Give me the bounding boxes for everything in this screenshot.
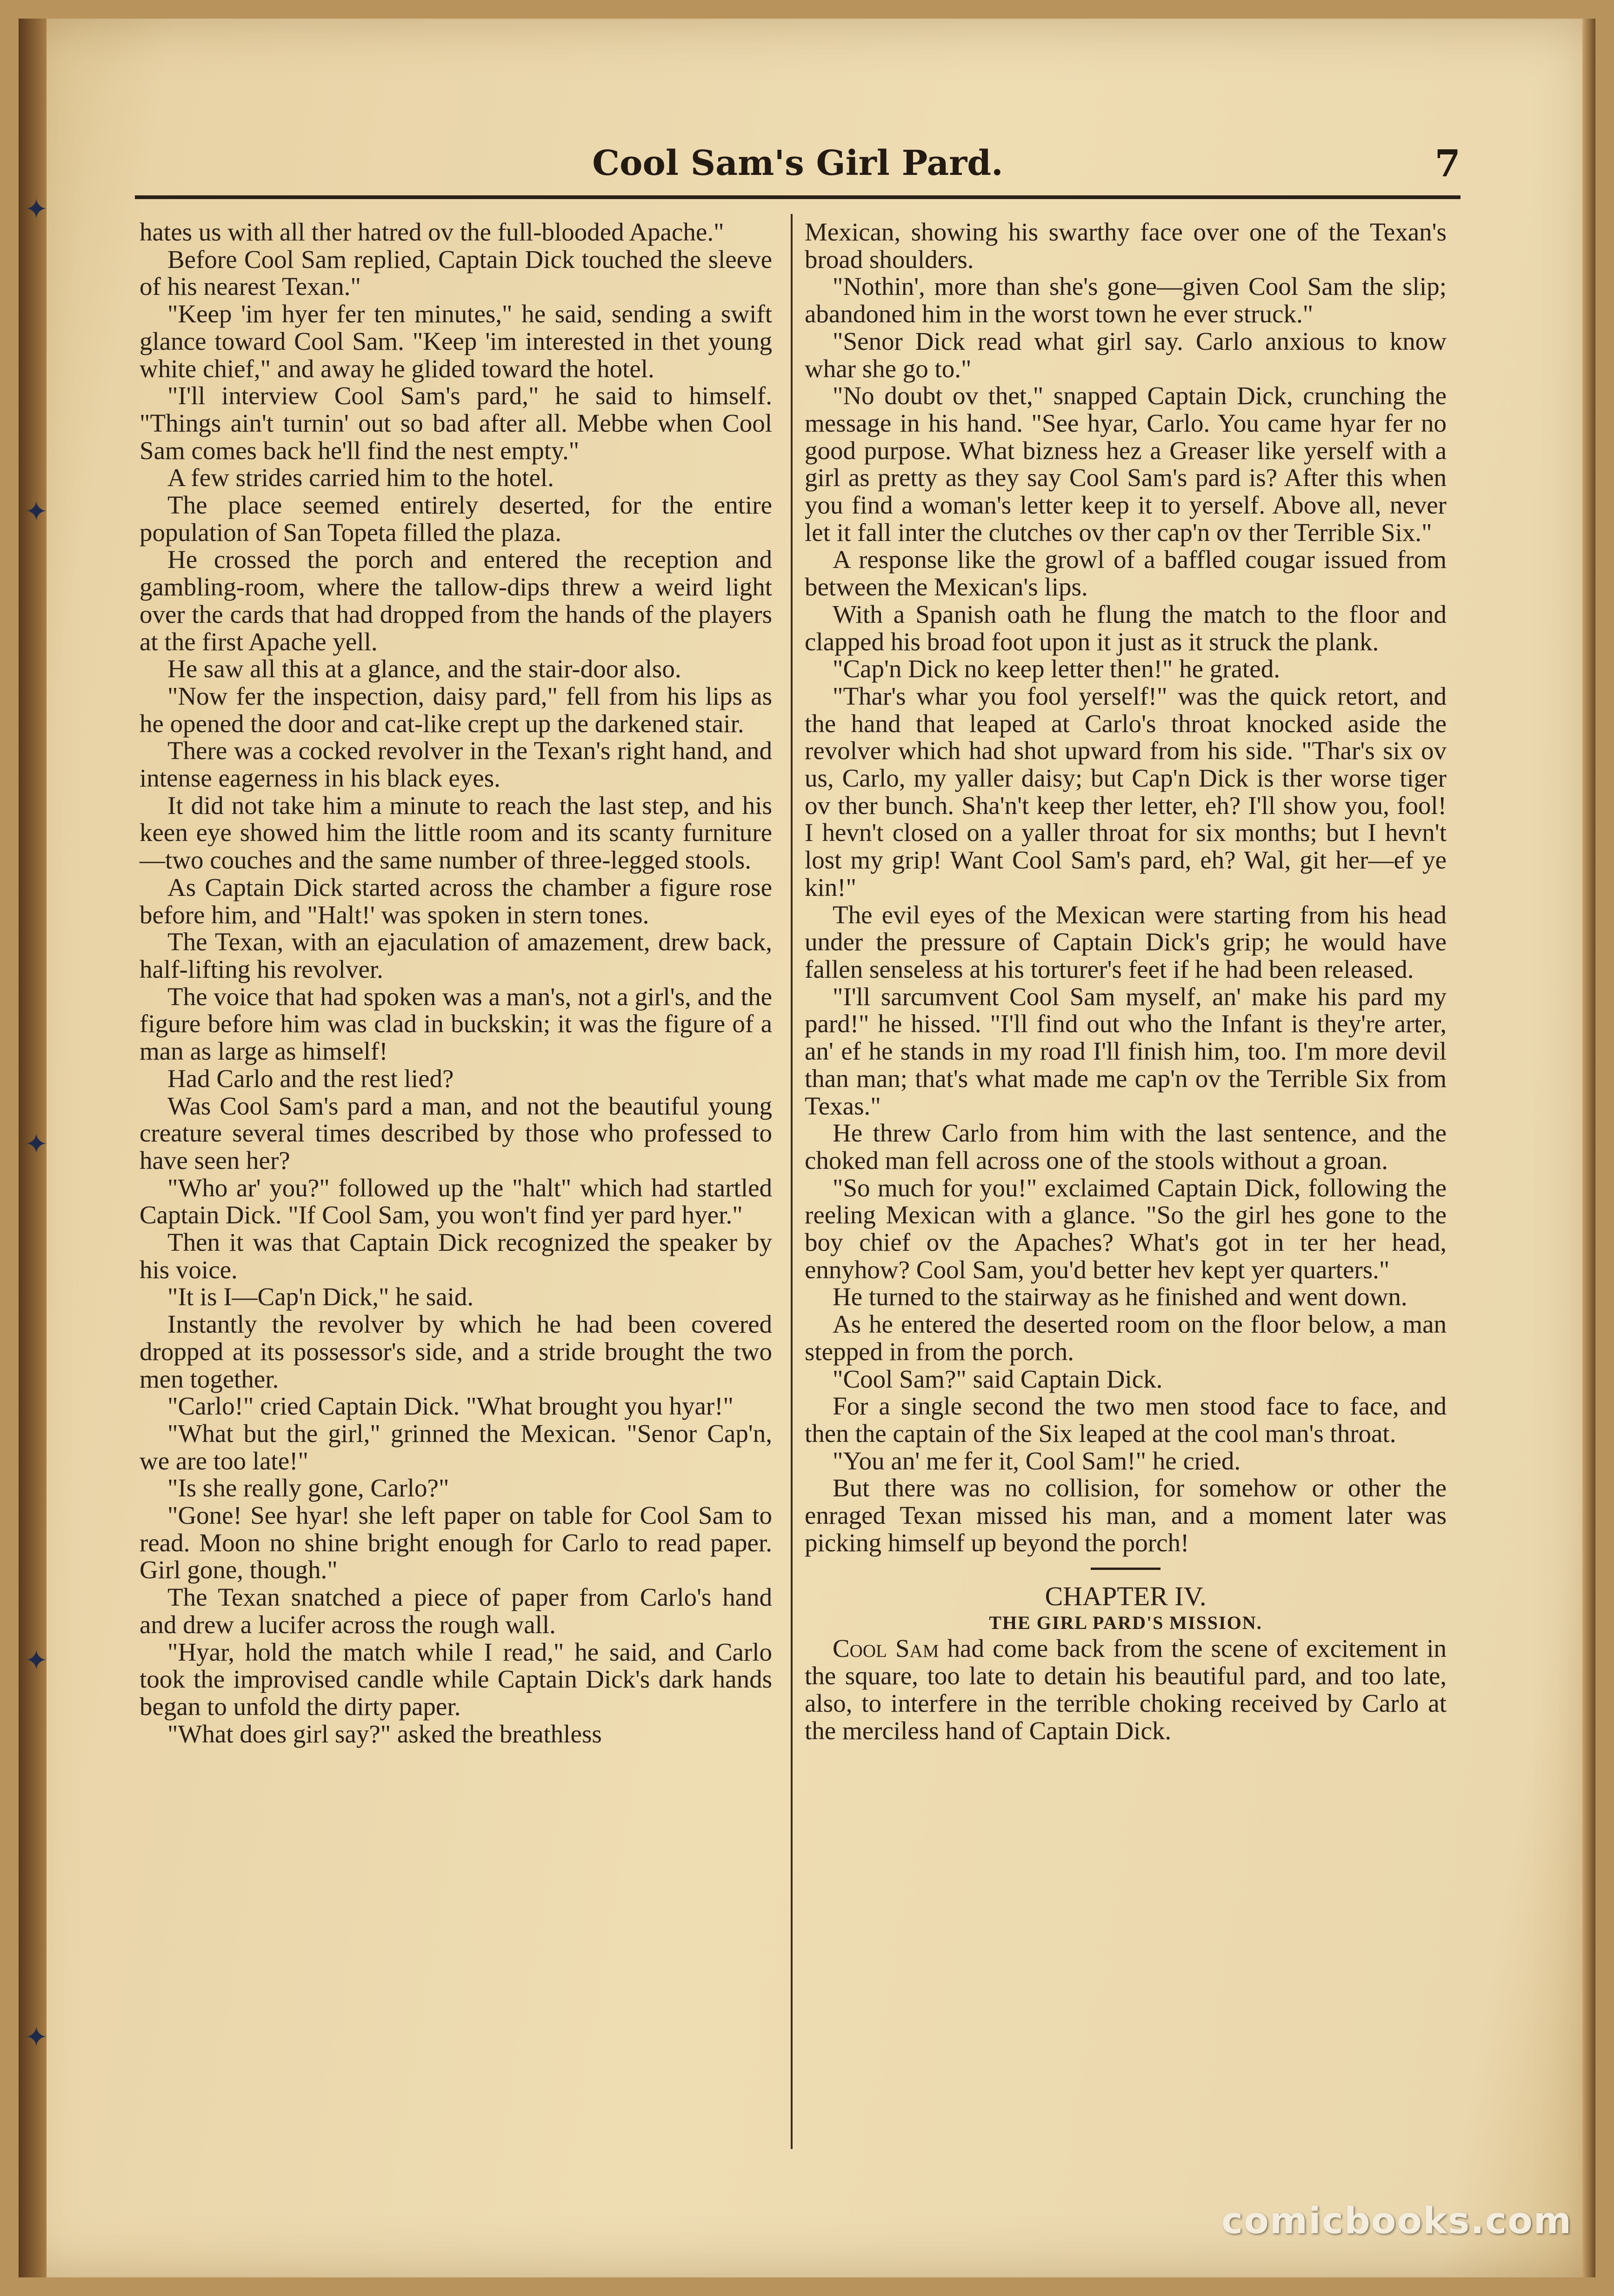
paragraph: There was a cocked revolver in the Texan's right hand, and intense eagerness in his black eyes. xyxy=(140,736,772,793)
staple-icon: ✦ xyxy=(24,193,48,226)
opening-text: had come back from the scene of excitement in the square, too late to detain his beautiful pard, and too late, also, to interfere in the terrible choking received by Carlo at the merciless hand of Captain Dick. xyxy=(805,1634,1447,1745)
paragraph: "Nothin', more than she's gone—given Cool Sam the slip; abandoned him in the worst town he ever struck." xyxy=(805,272,1447,328)
paragraph: "So much for you!" exclaimed Captain Dick, following the reeling Mexican with a glance. "So the girl hes gone to the boy chief ov the Apaches? What's got in ter her head, ennyhow? Cool Sam, you'd better hev kept yer quarters." xyxy=(805,1173,1447,1284)
paragraph: He threw Carlo from him with the last sentence, and the choked man fell across one of the stools without a groan. xyxy=(805,1119,1447,1175)
chapter-subheading: THE GIRL PARD'S MISSION. xyxy=(989,1612,1262,1634)
paragraph: "Senor Dick read what girl say. Carlo anxious to know whar she go to." xyxy=(805,327,1447,383)
paragraph: As Captain Dick started across the chamber a figure rose before him, and "Halt!' was spoken in stern tones. xyxy=(140,873,772,929)
paragraph: "No doubt ov thet," snapped Captain Dick, crunching the message in his hand. "See hyar, Carlo. You came hyar fer no good purpose. What bizness hez a Greaser like yerself with a girl as pretty as they say Cool Sam's pard is? After this when you find a woman's letter keep it to yerself. Above all, never let it fall inter the clutches ov ther cap'n ov ther Terrible Six." xyxy=(805,381,1447,547)
paragraph: He saw all this at a glance, and the stair-door also. xyxy=(167,654,681,683)
paragraph: Was Cool Sam's pard a man, and not the beautiful young creature several times described by those who professed to have seen her? xyxy=(140,1091,772,1175)
staple-icon: ✦ xyxy=(24,495,48,528)
paragraph: With a Spanish oath he flung the match to the floor and clapped his broad foot upon it just as it struck the plank. xyxy=(805,600,1447,656)
page-number: 7 xyxy=(1434,141,1461,185)
section-rule xyxy=(1091,1568,1160,1570)
paragraph: But there was no collision, for somehow or other the enraged Texan missed his man, and a moment later was picking himself up beyond the porch! xyxy=(805,1474,1447,1557)
paragraph: He crossed the porch and entered the reception and gambling-room, where the tallow-dips threw a weird light over the cards that had dropped from the hands of the players at the first Apache yell. xyxy=(140,545,772,656)
chapter-heading: CHAPTER IV. xyxy=(1045,1581,1207,1612)
paragraph: "Cap'n Dick no keep letter then!" he grated. xyxy=(833,654,1280,683)
staple-icon: ✦ xyxy=(24,2021,48,2054)
paragraph: "Who ar' you?" followed up the "halt" which had startled Captain Dick. "If Cool Sam, you won't find yer pard hyer." xyxy=(140,1173,772,1229)
right-column xyxy=(805,219,1447,1744)
paragraph: As he entered the deserted room on the floor below, a man stepped in from the porch. xyxy=(805,1310,1447,1366)
paragraph: For a single second the two men stood face to face, and then the captain of the Six leaped at the cool man's throat. xyxy=(805,1392,1447,1448)
paragraph: "What does girl say?" asked the breathless xyxy=(167,1719,602,1748)
paragraph: "Now fer the inspection, daisy pard," fell from his lips as he opened the door and cat-like crept up the darkened stair. xyxy=(140,681,772,738)
paragraph: Instantly the revolver by which he had been covered dropped at its possessor's side, and a stride brought the two men together. xyxy=(140,1310,772,1393)
paragraph: It did not take him a minute to reach the last step, and his keen eye showed him the little room and its scanty furniture—two couches and the same number of three-legged stools. xyxy=(140,791,772,874)
paragraph: "Carlo!" cried Captain Dick. "What brought you hyar!" xyxy=(167,1392,734,1421)
paragraph: "Cool Sam?" said Captain Dick. xyxy=(833,1364,1163,1393)
paragraph: The place seemed entirely deserted, for the entire population of San Topeta filled the plaza. xyxy=(140,491,772,547)
paragraph: The evil eyes of the Mexican were starting from his head under the pressure of Captain Dick's grip; he would have fallen senseless at his torturer's feet if he had been released. xyxy=(805,900,1447,983)
paragraph: Before Cool Sam replied, Captain Dick touched the sleeve of his nearest Texan." xyxy=(140,245,772,301)
paragraph: "Keep 'im hyer fer ten minutes," he said, sending a swift glance toward Cool Sam. "Keep 'im interested in thet young white chief," and away he glided toward the hotel. xyxy=(140,300,772,383)
paragraph: The Texan, with an ejaculation of amazement, drew back, half-lifting his revolver. xyxy=(140,928,772,983)
paragraph: hates us with all ther hatred ov the full-blooded Apache." xyxy=(140,218,724,246)
paragraph: Then it was that Captain Dick recognized the speaker by his voice. xyxy=(140,1228,772,1284)
lead-small-caps: Cool Sam xyxy=(833,1634,939,1663)
paragraph: "Hyar, hold the match while I read," he said, and Carlo took the improvised candle while Captain Dick's dark hands began to unfold the dirty paper. xyxy=(140,1637,772,1721)
paragraph: "Is she really gone, Carlo?" xyxy=(167,1474,449,1502)
paragraph: A few strides carried him to the hotel. xyxy=(167,463,554,492)
page-edge xyxy=(1582,19,1595,2277)
paragraph: "What but the girl," grinned the Mexican. "Senor Cap'n, we are too late!" xyxy=(140,1419,772,1475)
staple-icon: ✦ xyxy=(24,1644,48,1677)
paragraph: The Texan snatched a piece of paper from Carlo's hand and drew a lucifer across the rough wall. xyxy=(140,1583,772,1639)
left-column xyxy=(140,219,772,1748)
paragraph: Mexican, showing his swarthy face over one of the Texan's broad shoulders. xyxy=(805,218,1447,274)
paragraph: He turned to the stairway as he finished and went down. xyxy=(833,1282,1407,1311)
paragraph: Had Carlo and the rest lied? xyxy=(167,1064,454,1093)
paragraph: "I'll sarcumvent Cool Sam myself, an' make his pard my pard!" he hissed. "I'll find out who the Infant is they're arter, an' ef he stands in my road I'll finish him, too. I'm more devil than man; that's what made me cap'n ov the Terrible Six from Texas." xyxy=(805,982,1447,1120)
paragraph: The voice that had spoken was a man's, not a girl's, and the figure before him was clad in buckskin; it was the figure of a man as large as himself! xyxy=(140,982,772,1066)
paragraph: "You an' me fer it, Cool Sam!" he cried. xyxy=(833,1446,1241,1475)
column-divider xyxy=(791,214,793,2149)
staple-icon: ✦ xyxy=(24,1128,48,1161)
paragraph: "Thar's whar you fool yerself!" was the quick retort, and the hand that leaped at Carlo's throat knocked aside the revolver which had shot upward from his side. "Thar's six ov us, Carlo, my yaller daisy; but Cap'n Dick is ther worse tiger ov ther bunch. Sha'n't keep ther letter, eh? I'll show you, fool! I hevn't closed on a yaller throat for six months; but I hevn't lost my grip! Want Cool Sam's pard, eh? Wal, git her—ef ye kin!" xyxy=(805,681,1447,901)
paragraph: "Gone! See hyar! she left paper on table for Cool Sam to read. Moon no shine bright enough for Carlo to read paper. Girl gone, though." xyxy=(140,1501,772,1584)
watermark: comicbooks.com xyxy=(1221,2200,1572,2242)
paragraph: "I'll interview Cool Sam's pard," he said to himself. "Things ain't turnin' out so bad after all. Mebbe when Cool Sam comes back he'll find the nest empty." xyxy=(140,381,772,465)
running-title: Cool Sam's Girl Pard. xyxy=(592,143,1003,183)
paragraph: "It is I—Cap'n Dick," he said. xyxy=(167,1282,474,1311)
chapter-opening-paragraph xyxy=(805,1635,1447,1744)
running-header xyxy=(135,140,1461,199)
paragraph: A response like the growl of a baffled cougar issued from between the Mexican's lips. xyxy=(805,545,1447,601)
